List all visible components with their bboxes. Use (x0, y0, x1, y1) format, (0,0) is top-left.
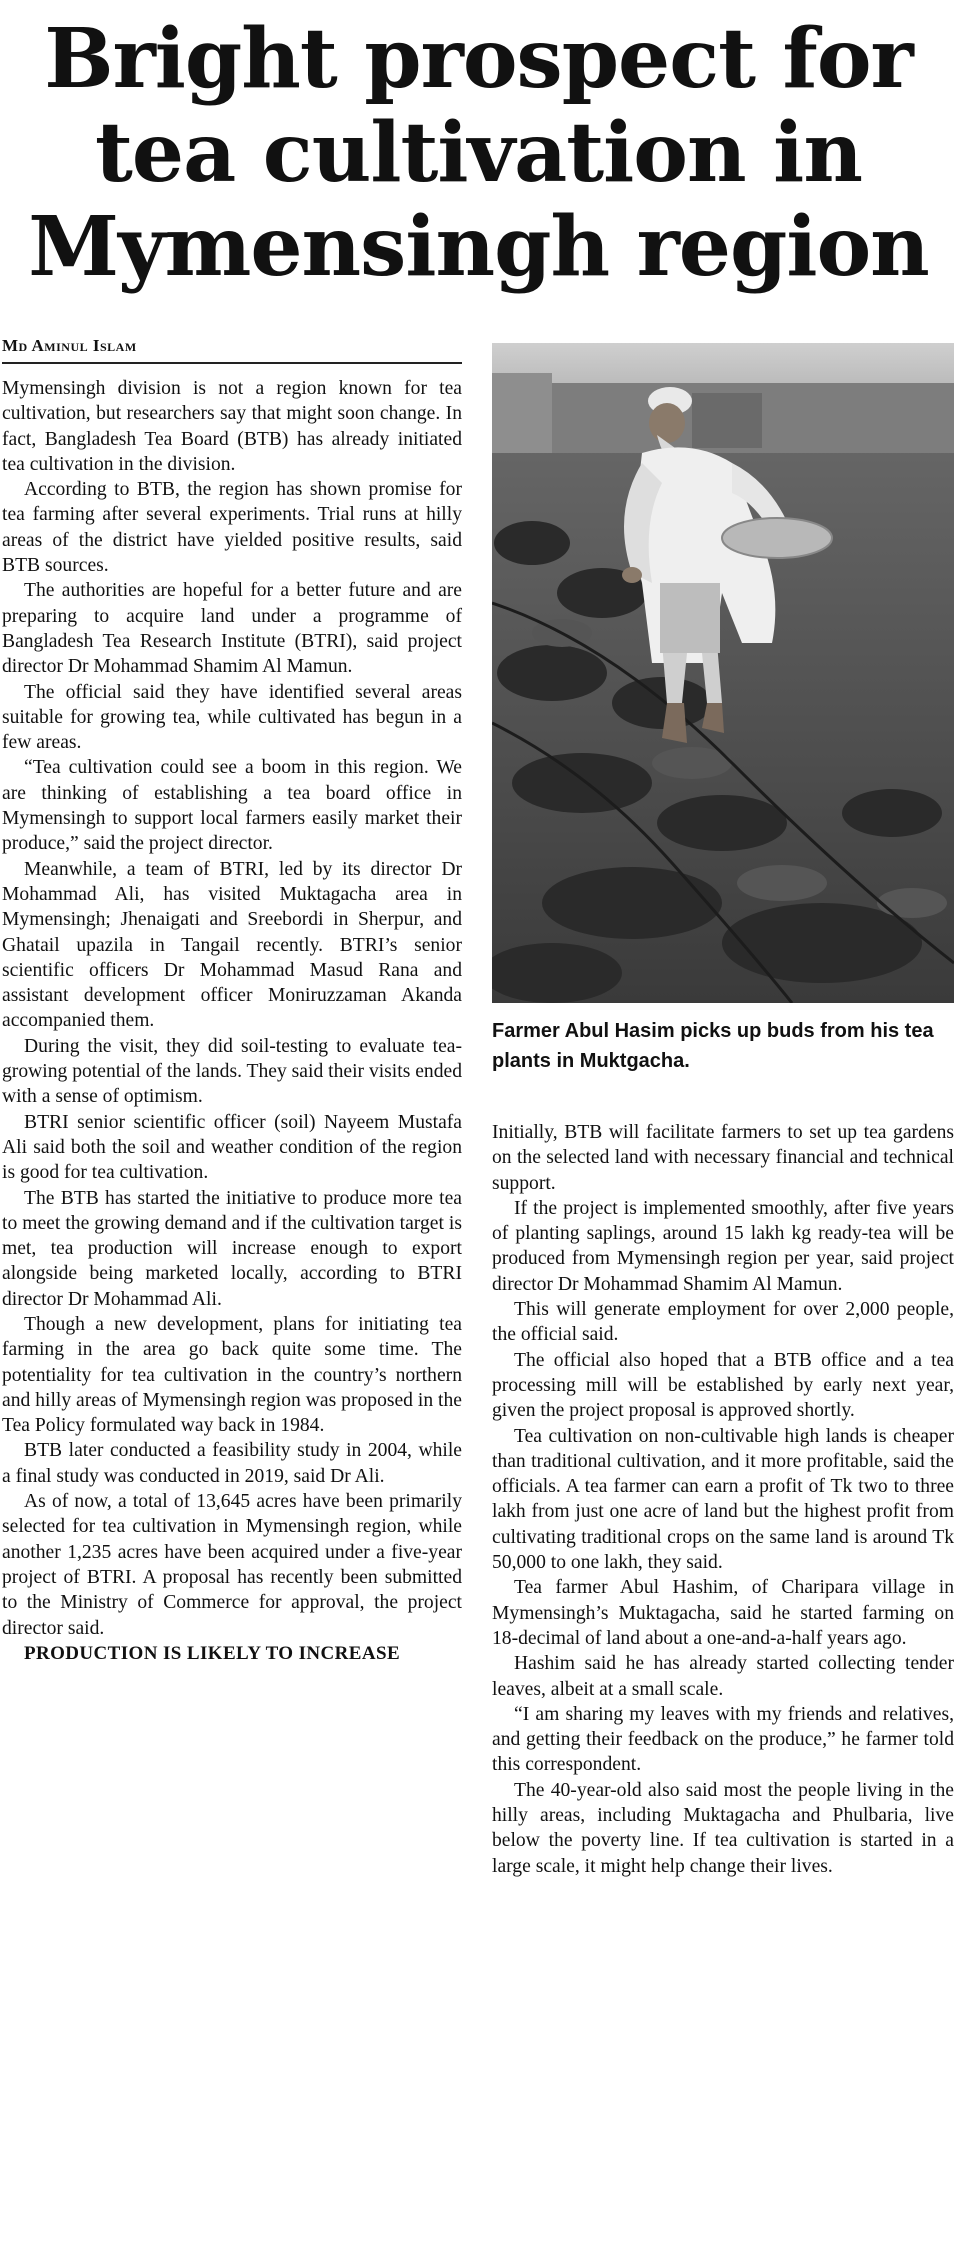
paragraph: Mymensingh division is not a region known for tea cultivation, but researchers say that might soon change. In fact, Bangladesh Tea Board (BTB) has already initiated tea cultivation in the division. (2, 378, 462, 475)
paragraph: “Tea cultivation could see a boom in this region. We are thinking of establishing a tea board office in Mymensingh to support local farmers easily market their produce,” said the project director. (2, 757, 462, 855)
article-photo (492, 343, 954, 1003)
headline-line: Bright prospect for (44, 11, 913, 107)
byline: Md Aminul Islam (2, 336, 462, 364)
paragraph: The authorities are hopeful for a better future and are preparing to acquire land under a programme of Bangladesh Tea Research Institute (BTRI), said project director Dr Mohammad Shamim Al Mamun. (2, 580, 462, 678)
photo-caption: Farmer Abul Hasim picks up buds from his tea plants in Muktgacha. (492, 1020, 934, 1072)
paragraph: The BTB has started the initiative to produce more tea to meet the growing demand and if the cultivation target is met, tea production will increase enough to export alongside being marketed locally, according to BTRI director Dr Mohammad Ali. (2, 1187, 462, 1310)
paragraph: Tea farmer Abul Hashim, of Charipara village in Mymensingh’s Muktagacha, said he started farming on 18-decimal of land about a one-and-a-half years ago. (492, 1577, 954, 1649)
paragraph: Initially, BTB will facilitate farmers to set up tea gardens on the selected land with necessary financial and technical support. (492, 1122, 954, 1194)
section-subhead: PRODUCTION IS LIKELY TO INCREASE (24, 1642, 401, 1664)
paragraph: During the visit, they did soil-testing to evaluate tea-growing potential of the lands. They said their visits ended with a sense of optimism. (2, 1035, 463, 1108)
paragraph: BTRI senior scientific officer (soil) Nayeem Mustafa Ali said both the soil and weather condition of the region is good for tea cultivation. (2, 1111, 462, 1184)
paragraph: BTB later conducted a feasibility study in 2004, while a final study was conducted in 2019, said Dr Ali. (2, 1440, 462, 1487)
paragraph: Tea cultivation on non-cultivable high lands is cheaper than traditional cultivation, and it more profitable, said the officials. A tea farmer can earn a profit of Tk two to three lakh from just one acre of land but the highest profit from cultivating traditional crops on the same land is around Tk 50,000 to one lakh, they said. (492, 1425, 954, 1574)
paragraph: The official also hoped that a BTB office and a tea processing mill will be established by early next year, given the project proposal is approved shortly. (492, 1349, 954, 1422)
article-column-right (492, 1120, 954, 1879)
headline-line: Mymensingh region (28, 199, 929, 295)
paragraph: Meanwhile, a team of BTRI, led by its director Dr Mohammad Ali, has visited Muktagacha area in Mymensingh; Jhenaigati and Sreebordi in Sherpur, and Ghatail upazila in Tangail recently. BTRI’s senior scientific officers Dr Mohammad Masud Rana and assistant development officer Moniruzzaman Akanda accompanied them. (2, 858, 462, 1032)
paragraph: As of now, a total of 13,645 acres have been primarily selected for tea cultivation in Mymensingh region, while another 1,235 acres have been acquired under a five-year project of BTRI. A proposal has recently been submitted to the Ministry of Commerce for approval, the project director said. (2, 1491, 462, 1639)
paragraph: If the project is implemented smoothly, after five years of planting saplings, around 15 lakh kg ready-tea will be produced from Mymensingh region per year, said project director Dr Mohammad Shamim Al Mamun. (492, 1197, 954, 1295)
paragraph: “I am sharing my leaves with my friends and relatives, and getting their feedback on the produce,” he farmer told this correspondent. (492, 1703, 954, 1776)
article-column-left (2, 376, 462, 1666)
paragraph: Though a new development, plans for initiating tea farming in the area go back quite some time. The potentiality for tea cultivation in the country’s northern and hilly areas of Mymensingh region was proposed in the Tea Policy formulated way back in 1984. (2, 1313, 462, 1437)
paragraph: This will generate employment for over 2,000 people, the official said. (492, 1299, 954, 1346)
headline-line: tea cultivation in (95, 105, 862, 201)
paragraph: The official said they have identified several areas suitable for growing tea, while cultivated has begun in a few areas. (2, 681, 462, 754)
paragraph: Hashim said he has already started collecting tender leaves, albeit at a small scale. (492, 1653, 954, 1700)
paragraph: The 40-year-old also said most the people living in the hilly areas, including Muktagacha and Phulbaria, live below the poverty line. If tea cultivation is started in a large scale, it might help change their lives. (492, 1779, 954, 1877)
headline (0, 12, 957, 294)
paragraph: According to BTB, the region has shown promise for tea farming after several experiments. Trial runs at hilly areas of the district have yielded positive results, said BTB sources. (2, 479, 462, 577)
